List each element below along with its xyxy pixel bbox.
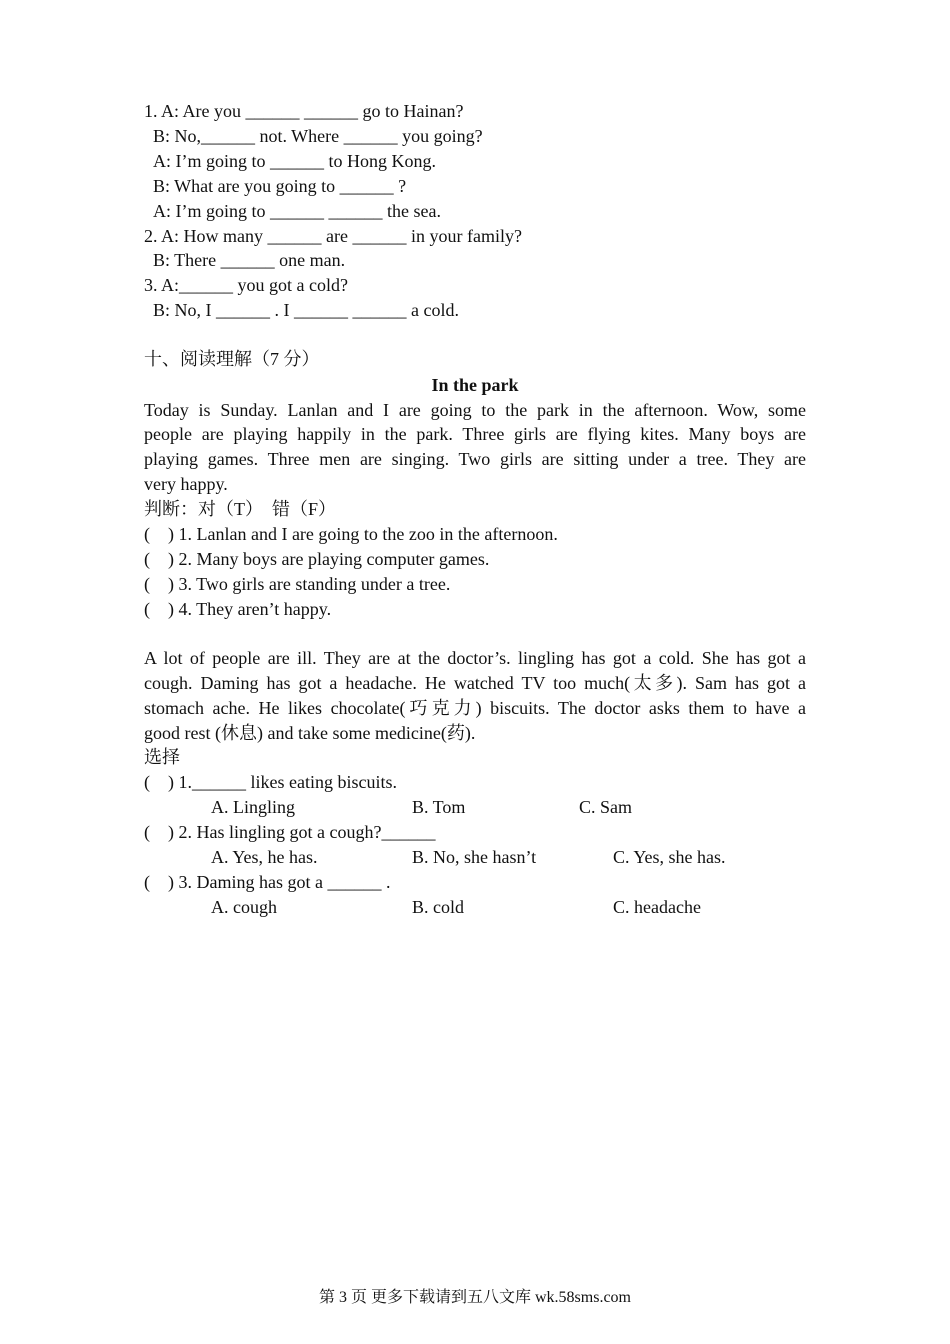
question: ( ) 1.______ likes eating biscuits.	[144, 772, 397, 792]
dialogue-line: 1. A: Are you ______ ______ go to Hainan?	[144, 101, 464, 121]
question: ( ) 2. Many boys are playing computer games.	[144, 549, 490, 569]
passage-line: playing games. Three men are singing. Two girls are sitting under a tree. They are	[144, 449, 806, 469]
dialogue-line: B: No,______ not. Where ______ you going?	[153, 126, 483, 146]
question: ( ) 4. They aren’t happy.	[144, 599, 332, 619]
dialogue-line: B: What are you going to ______ ?	[153, 176, 407, 196]
question: ( ) 3. Daming has got a ______ .	[144, 872, 391, 892]
question: ( ) 2. Has lingling got a cough?______	[144, 822, 436, 842]
instruction: 判断：对（T） 错（F）	[144, 499, 337, 519]
option: A. Yes, he has.	[211, 847, 318, 867]
dialogue-line: B: There ______ one man.	[153, 250, 346, 270]
passage-title: In the park	[431, 375, 519, 395]
option: B. Tom	[412, 797, 466, 817]
passage-line: very happy.	[144, 474, 228, 494]
option: A. cough	[211, 897, 277, 917]
passage-line: cough. Daming has got a headache. He watched TV too much(太多). Sam has got a	[144, 673, 806, 693]
option: B. No, she hasn’t	[412, 847, 537, 867]
passage-line: good rest (休息) and take some medicine(药).	[144, 723, 476, 743]
option: C. Yes, she has.	[613, 847, 726, 867]
option: C. Sam	[579, 797, 633, 817]
question: ( ) 3. Two girls are standing under a tree.	[144, 574, 451, 594]
section-heading: 十、阅读理解（7 分）	[144, 349, 320, 369]
passage-line: A lot of people are ill. They are at the doctor’s. lingling has got a cold. She has got a	[144, 648, 806, 668]
instruction: 选择	[144, 747, 180, 767]
question: ( ) 1. Lanlan and I are going to the zoo in the afternoon.	[144, 524, 558, 544]
dialogue-line: A: I’m going to ______ to Hong Kong.	[153, 151, 436, 171]
option: C. headache	[613, 897, 701, 917]
page-footer: 第 3 页 更多下载请到五八文库 wk.58sms.com	[318, 1289, 631, 1306]
passage-line: Today is Sunday. Lanlan and I are going to the park in the afternoon. Wow, some	[144, 400, 806, 420]
passage-line: people are playing happily in the park. Three girls are flying kites. Many boys are	[144, 424, 806, 444]
passage-line: stomach ache. He likes chocolate(巧克力) biscuits. The doctor asks them to have a	[144, 698, 806, 718]
option: A. Lingling	[211, 797, 295, 817]
dialogue-line: A: I’m going to ______ ______ the sea.	[153, 201, 441, 221]
dialogue-line: 3. A:______ you got a cold?	[144, 275, 348, 295]
option: B. cold	[412, 897, 464, 917]
dialogue-line: B: No, I ______ . I ______ ______ a cold.	[153, 300, 459, 320]
dialogue-line: 2. A: How many ______ are ______ in your family?	[144, 226, 522, 246]
